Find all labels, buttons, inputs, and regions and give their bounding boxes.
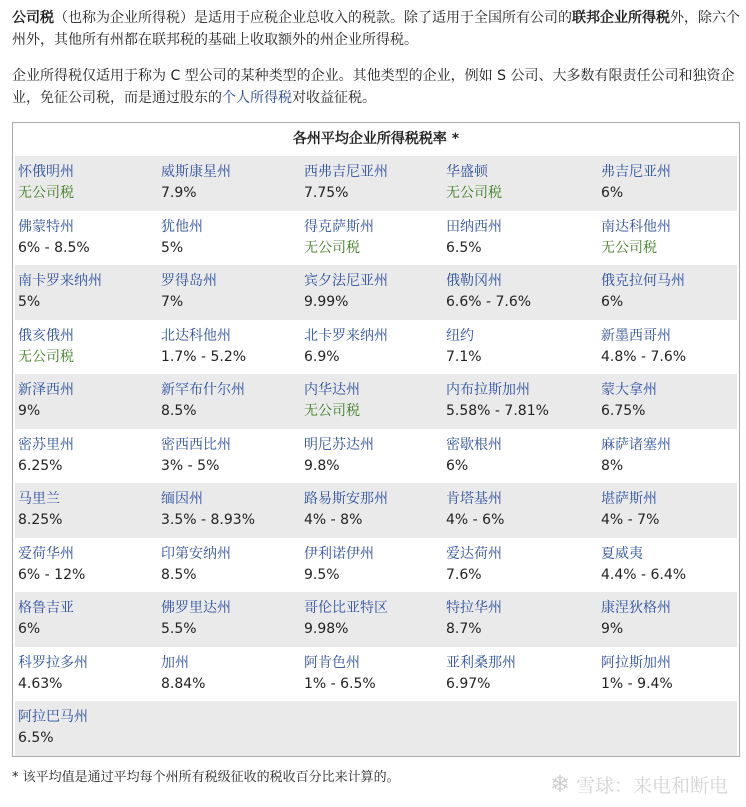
state-name-link[interactable]: 蒙大拿州: [601, 382, 657, 398]
state-name-link[interactable]: 格鲁吉亚: [18, 600, 74, 616]
table-grid: [15, 156, 737, 754]
state-cell: [446, 320, 482, 375]
tax-rate: 5%: [161, 239, 184, 256]
state-cell: [446, 592, 502, 647]
state-name-link[interactable]: 佛罗里达州: [161, 600, 231, 616]
intro-paragraph-1: [12, 7, 740, 51]
tax-rate: 7%: [161, 294, 184, 310]
state-cell: [161, 429, 231, 484]
tax-rate: 无公司税: [304, 239, 360, 256]
tax-rate: 8%: [601, 457, 624, 474]
state-cell: [601, 211, 671, 266]
tax-rate: 6.97%: [446, 675, 491, 692]
state-cell: [601, 320, 686, 375]
state-cell: [18, 429, 74, 484]
snowball-logo-icon: ❄: [549, 770, 570, 798]
tax-rate: 6%: [18, 621, 41, 637]
tax-rate: 9%: [601, 621, 624, 637]
tax-rate: 8.84%: [161, 675, 206, 692]
state-name-link[interactable]: 爱达荷州: [446, 545, 502, 562]
footnote: * 该平均值是通过平均每个州所有税级征收的税收百分比来计算的。: [12, 770, 400, 785]
intro-text-1a: （也称为企业所得税）是适用于应税企业总收入的税款。除了适用于全国所有公司的: [54, 10, 572, 26]
state-name-link[interactable]: 新罕布什尔州: [161, 382, 245, 398]
tax-rate: 6%: [601, 185, 624, 201]
state-cell: [304, 429, 374, 484]
table-caption: 各州平均企业所得税税率 *: [292, 131, 460, 147]
watermark: [550, 770, 728, 798]
table-row: [15, 592, 737, 647]
state-cell: [304, 374, 360, 429]
state-name-link[interactable]: 密西西比州: [161, 436, 231, 453]
state-name-link[interactable]: 新泽西州: [18, 382, 74, 398]
table-row: [15, 265, 737, 320]
tax-rate: 7.6%: [446, 566, 482, 583]
state-cell: [161, 483, 255, 538]
state-cell: [446, 265, 531, 320]
tax-rate: 无公司税: [18, 348, 74, 365]
tax-rate: 6% - 12%: [18, 566, 86, 583]
state-cell: [304, 483, 388, 538]
state-name-link[interactable]: 罗得岛州: [161, 273, 217, 289]
intro-text-1b: 外，除六个州外，其他所有州都在联邦税的基础上收取额外的州企业所得税。: [12, 10, 740, 48]
state-name-link[interactable]: 弗吉尼亚州: [601, 164, 671, 180]
state-cell: [446, 647, 516, 702]
tax-rate: 6%: [601, 294, 624, 310]
state-cell: [18, 592, 74, 647]
federal-tax-term: 联邦企业所得税: [572, 10, 670, 26]
tax-rate: 6.5%: [18, 730, 54, 746]
state-name-link[interactable]: 科罗拉多州: [18, 654, 88, 671]
intro-text-2a: 企业所得税仅适用于称为 C 型公司的某种类型的企业。其他类型的企业，例如 S 公司、大多数有限责任公司和独资企业，免征公司税，而是通过股东的: [12, 68, 735, 106]
state-name-link[interactable]: 印第安纳州: [161, 545, 231, 562]
state-name-link[interactable]: 夏威夷: [601, 545, 643, 562]
state-cell: [161, 211, 203, 266]
state-cell: [601, 156, 671, 211]
state-cell: [304, 647, 376, 702]
state-cell: [601, 265, 685, 320]
tax-rate: 4.4% - 6.4%: [601, 566, 687, 583]
state-name-link[interactable]: 亚利桑那州: [446, 654, 516, 671]
state-name-link[interactable]: 北卡罗来纳州: [304, 327, 388, 344]
state-cell: [18, 701, 88, 756]
state-cell: [18, 320, 74, 375]
state-cell: [304, 320, 388, 375]
state-cell: [161, 156, 231, 211]
state-cell: [601, 429, 671, 484]
watermark-text: 雪球：来电和断电: [575, 774, 728, 797]
tax-rate: 7.1%: [446, 348, 482, 365]
corporate-tax-term: 公司税: [12, 10, 54, 26]
tax-rate: 6.75%: [601, 403, 646, 419]
state-name-link[interactable]: 宾夕法尼亚州: [304, 273, 388, 289]
state-cell: [304, 156, 388, 211]
state-name-link[interactable]: 南卡罗来纳州: [18, 273, 102, 289]
state-name-link[interactable]: 康涅狄格州: [601, 600, 671, 616]
tax-rate: 无公司税: [304, 403, 360, 419]
tax-rate: 9.5%: [304, 566, 340, 583]
state-name-link[interactable]: 佛蒙特州: [18, 218, 74, 235]
state-name-link[interactable]: 内布拉斯加州: [446, 382, 530, 398]
state-cell: [601, 592, 671, 647]
state-cell: [601, 483, 659, 538]
tax-rate: 4% - 7%: [601, 512, 660, 528]
tax-rate: 4% - 6%: [446, 512, 505, 528]
state-cell: [446, 483, 504, 538]
state-name-link[interactable]: 俄克拉何马州: [601, 273, 685, 289]
state-name-link[interactable]: 路易斯安那州: [304, 491, 388, 507]
state-cell: [304, 211, 374, 266]
tax-rate: 6.9%: [304, 348, 340, 365]
state-cell: [601, 538, 686, 593]
state-name-link[interactable]: 田纳西州: [446, 218, 502, 235]
table-row: [15, 374, 737, 429]
tax-rate: 无公司税: [601, 239, 657, 256]
tax-rate: 无公司税: [18, 185, 74, 201]
state-name-link[interactable]: 密苏里州: [18, 436, 74, 453]
state-name-link[interactable]: 怀俄明州: [18, 164, 74, 180]
state-name-link[interactable]: 新墨西哥州: [601, 327, 671, 344]
state-cell: [304, 265, 388, 320]
tax-rate: 4% - 8%: [304, 512, 363, 528]
state-cell: [601, 647, 673, 702]
tax-rate: 1.7% - 5.2%: [161, 348, 247, 365]
state-name-link[interactable]: 哥伦比亚特区: [304, 600, 388, 616]
state-name-link[interactable]: 得克萨斯州: [304, 218, 374, 235]
tax-rate: 4.63%: [18, 675, 63, 692]
state-cell: [601, 374, 657, 429]
tax-rate: 8.5%: [161, 566, 197, 583]
state-cell: [161, 265, 217, 320]
tax-rate: 8.5%: [161, 403, 197, 419]
tax-rate: 6.6% - 7.6%: [446, 294, 532, 310]
state-cell: [18, 374, 74, 429]
state-name-link[interactable]: 北达科他州: [161, 327, 231, 344]
table-row: [15, 647, 737, 702]
state-name-link[interactable]: 南达科他州: [601, 218, 671, 235]
state-name-link[interactable]: 犹他州: [161, 218, 203, 235]
state-name-link[interactable]: 阿拉斯加州: [601, 654, 671, 671]
state-name-link[interactable]: 特拉华州: [446, 600, 502, 616]
state-cell: [161, 320, 246, 375]
state-tax-table: [12, 122, 740, 757]
state-cell: [446, 538, 502, 593]
tax-rate: 9.8%: [304, 457, 340, 474]
tax-rate: 1% - 6.5%: [304, 675, 376, 692]
table-row: [15, 701, 737, 756]
intro-paragraph-2: [12, 65, 740, 109]
state-name-link[interactable]: 内华达州: [304, 382, 360, 398]
state-cell: [446, 211, 502, 266]
tax-rate: 5%: [18, 294, 41, 310]
tax-rate: 7.9%: [161, 185, 197, 201]
state-name-link[interactable]: 堪萨斯州: [601, 491, 657, 507]
state-name-link[interactable]: 爱荷华州: [18, 545, 74, 562]
state-name-link[interactable]: 俄勒冈州: [446, 273, 502, 289]
tax-rate: 1% - 9.4%: [601, 675, 673, 692]
state-cell: [161, 374, 245, 429]
table-row: [15, 211, 737, 266]
tax-rate: 9%: [18, 403, 41, 419]
state-cell: [161, 592, 231, 647]
state-name-link[interactable]: 阿拉巴马州: [18, 709, 88, 725]
tax-rate: 8.25%: [18, 512, 63, 528]
state-name-link[interactable]: 纽约: [446, 327, 474, 344]
state-name-link[interactable]: 俄亥俄州: [18, 327, 74, 344]
table-row: [15, 156, 737, 211]
tax-rate: 6%: [446, 457, 469, 474]
table-row: [15, 429, 737, 484]
tax-rate: 5.58% - 7.81%: [446, 403, 549, 419]
state-name-link[interactable]: 肯塔基州: [446, 491, 502, 507]
tax-rate: 9.98%: [304, 621, 349, 637]
tax-rate: 6.25%: [18, 457, 63, 474]
state-name-link[interactable]: 威斯康星州: [161, 164, 231, 180]
state-cell: [446, 374, 549, 429]
state-cell: [161, 538, 231, 593]
table-row: [15, 538, 737, 593]
state-cell: [18, 483, 62, 538]
tax-rate: 4.8% - 7.6%: [601, 348, 687, 365]
tax-rate: 6% - 8.5%: [18, 239, 90, 256]
state-name-link[interactable]: 加州: [161, 654, 189, 671]
tax-rate: 9.99%: [304, 294, 349, 310]
state-cell: [446, 429, 502, 484]
state-cell: [18, 647, 88, 702]
state-name-link[interactable]: 明尼苏达州: [304, 436, 374, 453]
state-name-link[interactable]: 伊利诺伊州: [304, 545, 374, 562]
state-name-link[interactable]: 阿肯色州: [304, 654, 360, 671]
state-name-link[interactable]: 缅因州: [161, 491, 203, 507]
tax-rate: 6.5%: [446, 239, 482, 256]
state-name-link[interactable]: 麻萨诸塞州: [601, 436, 671, 453]
state-cell: [161, 647, 205, 702]
table-row: [15, 320, 737, 375]
state-cell: [18, 538, 85, 593]
tax-rate: 7.75%: [304, 185, 349, 201]
state-cell: [18, 265, 102, 320]
tax-rate: 3.5% - 8.93%: [161, 512, 255, 528]
state-cell: [18, 211, 90, 266]
intro-text-2b: 对收益征税。: [292, 90, 376, 106]
personal-income-tax-link[interactable]: 个人所得税: [222, 90, 292, 106]
tax-rate: 3% - 5%: [161, 457, 220, 474]
state-cell: [18, 156, 74, 211]
tax-rate: 8.7%: [446, 621, 482, 637]
table-row: [15, 483, 737, 538]
tax-rate: 5.5%: [161, 621, 197, 637]
tax-rate: 无公司税: [446, 185, 502, 201]
state-cell: [304, 592, 388, 647]
state-name-link[interactable]: 华盛顿: [446, 164, 488, 180]
state-cell: [304, 538, 374, 593]
state-cell: [446, 156, 502, 211]
state-name-link[interactable]: 马里兰: [18, 491, 60, 507]
state-name-link[interactable]: 密歇根州: [446, 436, 502, 453]
state-name-link[interactable]: 西弗吉尼亚州: [304, 164, 388, 180]
